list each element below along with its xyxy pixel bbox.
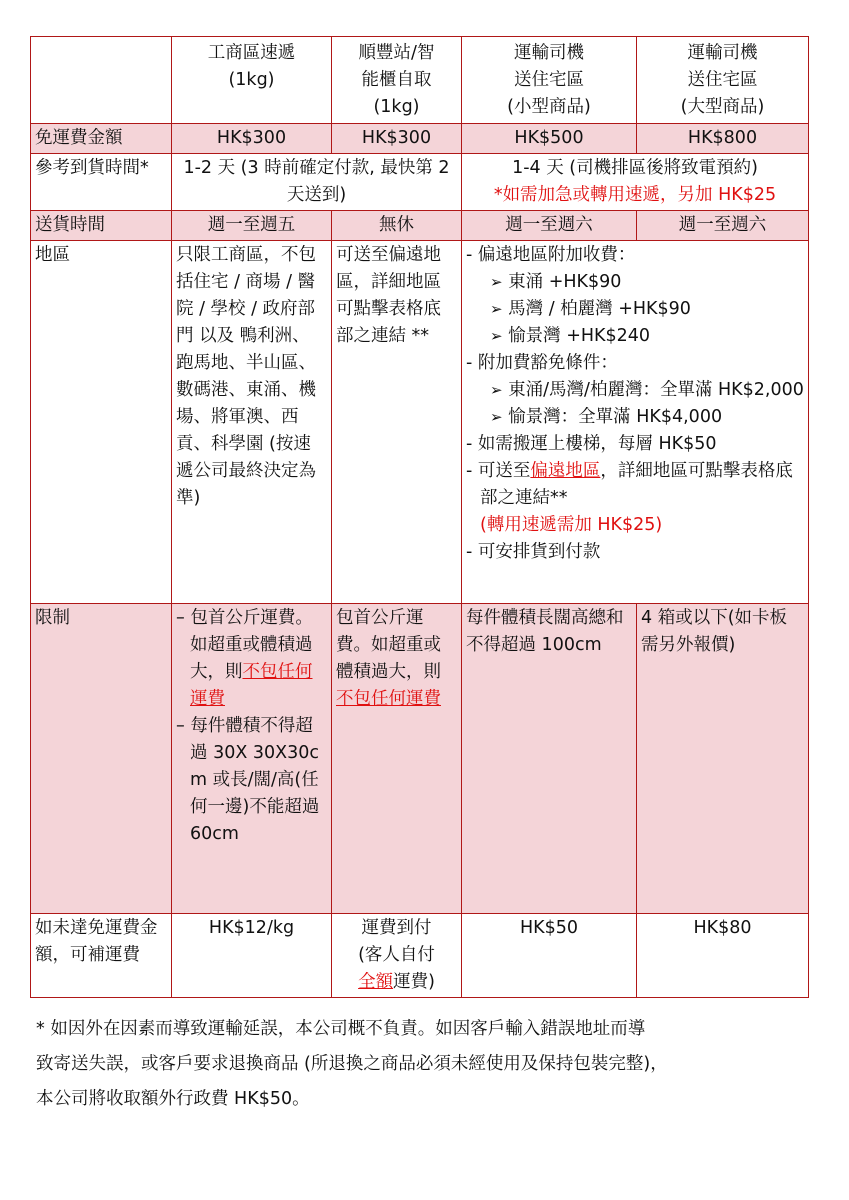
delivery-days-col2: 無休 (332, 211, 462, 241)
header-col3-line2: 送住宅區 (514, 70, 584, 90)
header-row (31, 37, 809, 124)
remote-area-note: - 可送至偏遠地區，詳細地區可點擊表格底部之連結** (466, 461, 793, 508)
header-col2-line1: 順豐站/智 (358, 43, 435, 63)
header-col3-line1: 運輸司機 (514, 43, 584, 63)
header-col3 (462, 37, 637, 124)
shortfall-col2: 運費到付 (客人自付 全額運費) (332, 914, 462, 998)
shortfall-col3: HK$50 (462, 914, 637, 998)
free-amount-col2: HK$300 (332, 124, 462, 154)
header-col4-line2: 送住宅區 (687, 70, 758, 90)
free-amount-col1: HK$300 (172, 124, 332, 154)
delivery-time-ref-right-text: 1-4 天 (司機排區後將致電預約) (512, 158, 758, 178)
arrow-bullet-icon: ➢ (490, 300, 503, 318)
area-row (31, 241, 809, 604)
express-extra-note: (轉用速遞需加 HK$25) (480, 515, 663, 535)
express-surcharge-note: *如需加急或轉用速遞，另加 HK$25 (493, 185, 777, 205)
footnote-line2: 致寄送失誤，或客戶要求退換商品 (所退換之商品必須未經使用及保持包裝完整)， (36, 1054, 668, 1074)
remote-fee-item: ➢ 愉景灣 +HK$240 (490, 326, 651, 346)
shortfall-row (31, 914, 809, 998)
limits-col3: 每件體積長闊高總和不得超過 100cm (462, 604, 637, 914)
stairs-fee: - 如需搬運上樓梯，每層 HK$50 (466, 434, 717, 454)
remote-area-link[interactable]: 偏遠地區 (530, 461, 601, 481)
arrow-bullet-icon: ➢ (490, 381, 503, 399)
waiver-item: ➢ 東涌/馬灣/柏麗灣：全單滿 HK$2,000 (490, 380, 804, 400)
delivery-time-ref-row (31, 154, 809, 211)
delivery-days-col3: 週一至週六 (462, 211, 637, 241)
limits-label: 限制 (31, 604, 172, 914)
waiver-title: - 附加費豁免條件： (466, 353, 618, 373)
remote-fee-item: ➢ 東涌 +HK$90 (490, 272, 622, 292)
delivery-days-label: 送貨時間 (31, 211, 172, 241)
header-col4 (637, 37, 809, 124)
header-col4-sub: (大型商品) (680, 97, 765, 117)
header-col4-line1: 運輸司機 (687, 43, 758, 63)
arrow-bullet-icon: ➢ (490, 408, 503, 426)
arrow-bullet-icon: ➢ (490, 273, 503, 291)
free-amount-label: 免運費金額 (31, 124, 172, 154)
free-amount-col4: HK$800 (637, 124, 809, 154)
area-col2: 可送至偏遠地區，詳細地區可點擊表格底部之連結 ** (332, 241, 462, 604)
free-amount-row (31, 124, 809, 154)
area-driver-details (462, 241, 809, 604)
footnote (36, 1012, 818, 1117)
header-col1-sub: (1kg) (228, 70, 275, 90)
delivery-time-ref-right (462, 154, 809, 211)
delivery-days-row (31, 211, 809, 241)
delivery-time-ref-label: 參考到貨時間* (31, 154, 172, 211)
header-col3-sub: (小型商品) (507, 97, 591, 117)
header-col2-line2: 能櫃自取 (361, 70, 432, 90)
waiver-item: ➢ 愉景灣：全單滿 HK$4,000 (490, 407, 723, 427)
limits-col2: 包首公斤運費。如超重或體積過大，則不包任何運費 (332, 604, 462, 914)
shipping-table (30, 36, 809, 998)
limits-col4: 4 箱或以下(如卡板需另外報價) (637, 604, 809, 914)
limits-col1-item-b: – 每件體積不得超過 30X 30X30cm 或長/闊/高(任何一邊)不能超過 60cm (176, 716, 320, 844)
limits-col1-item-a: – 包首公斤運費。如超重或體積過大，則不包任何運費 (176, 608, 313, 709)
cod-note: - 可安排貨到付款 (466, 542, 601, 562)
remote-fee-title: - 偏遠地區附加收費： (466, 245, 636, 265)
header-col1 (172, 37, 332, 124)
delivery-time-ref-left: 1-2 天 (3 時前確定付款, 最快第 2 天送到) (172, 154, 462, 211)
limits-col1 (172, 604, 332, 914)
area-label: 地區 (31, 241, 172, 604)
header-col2 (332, 37, 462, 124)
shortfall-col4: HK$80 (637, 914, 809, 998)
shortfall-col1: HK$12/kg (172, 914, 332, 998)
footnote-line1: * 如因外在因素而導致運輸延誤，本公司概不負責。如因客戶輸入錯誤地址而導 (36, 1019, 646, 1039)
footnote-line3: 本公司將收取額外行政費 HK$50。 (36, 1089, 310, 1109)
area-col1: 只限工商區，不包括住宅 / 商場 / 醫院 / 學校 / 政府部門 以及 鴨利洲、跑馬地、半山區、數碼港、東涌、機場、將軍澳、西貢、科學園 (按速遞公司最終決定為準) (172, 241, 332, 604)
header-col2-sub: (1kg) (373, 97, 420, 117)
header-col1-title: 工商區速遞 (207, 43, 296, 63)
remote-fee-item: ➢ 馬灣 / 柏麗灣 +HK$90 (490, 299, 691, 319)
shortfall-label: 如未達免運費金額，可補運費 (31, 914, 172, 998)
free-amount-col3: HK$500 (462, 124, 637, 154)
header-empty-cell (31, 37, 172, 124)
arrow-bullet-icon: ➢ (490, 327, 503, 345)
delivery-days-col1: 週一至週五 (172, 211, 332, 241)
limits-row (31, 604, 809, 914)
delivery-days-col4: 週一至週六 (637, 211, 809, 241)
